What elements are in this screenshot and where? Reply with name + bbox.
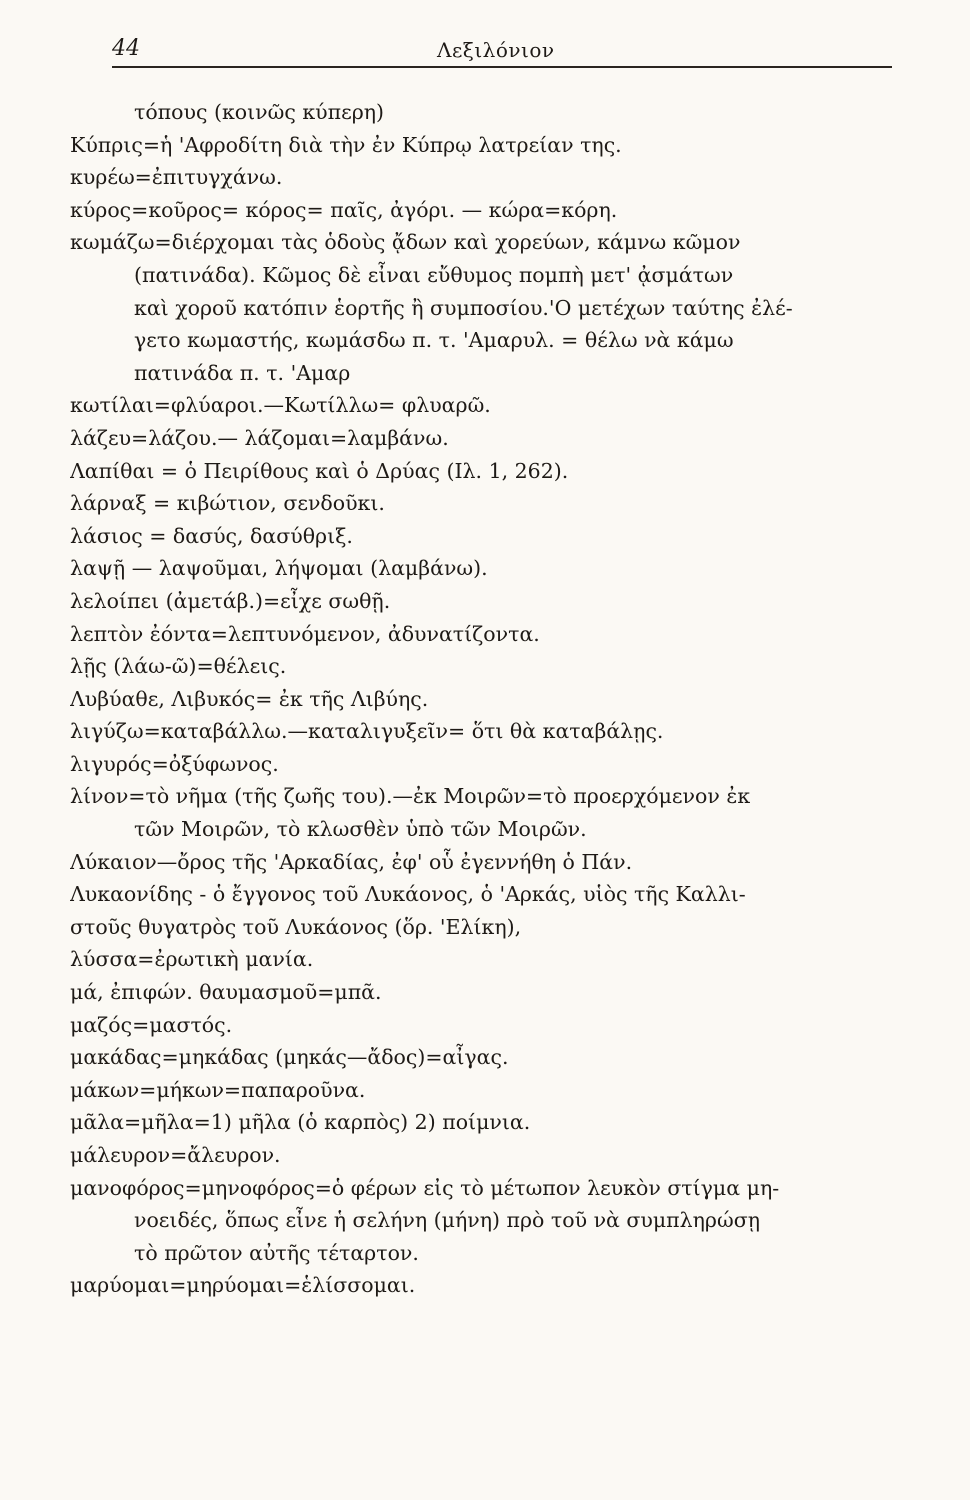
header-rule [112, 66, 892, 68]
entry-line: κυρέω=ἐπιτυγχάνω. [70, 165, 283, 190]
entry-line: καὶ χοροῦ κατόπιν ἑορτῆς ἢ συμποσίου.'Ο μετέχων ταύτης ἐλέ- [134, 295, 793, 320]
entry-line: κωμάζω=διέρχομαι τὰς ὁδοὺς ᾄδων καὶ χορεύων, κάμνω κῶμον [70, 230, 741, 255]
page-header [112, 36, 892, 70]
entry-line: λιγυρός=ὀξύφωνος. [70, 751, 279, 776]
entry-line: κύρος=κοῦρος= κόρος= παῖς, ἀγόρι. — κώρα=κόρη. [70, 197, 618, 222]
entry-line: λιγύζω=καταβάλλω.—καταλιγυξεῖν= ὅτι θὰ καταβάλῃς. [70, 719, 664, 744]
entry-line: λύσσα=ἐρωτικὴ μανία. [70, 947, 314, 972]
entry-line: λάσιος = δασύς, δασύθριξ. [70, 523, 353, 548]
entry-line: Λυβύαθε, Λιβυκός= ἐκ τῆς Λιβύης. [70, 686, 429, 711]
entry-line: τῶν Μοιρῶν, τὸ κλωσθὲν ὑπὸ τῶν Μοιρῶν. [134, 817, 587, 842]
entry-line: λεπτὸν ἐόντα=λεπτυνόμενον, ἀδυνατίζοντα. [70, 621, 540, 646]
entry-line: στοῦς θυγατρὸς τοῦ Λυκάονος (ὅρ. 'Ελίκη), [70, 914, 522, 939]
entry-line: λαψῇ — λαψοῦμαι, λήψομαι (λαμβάνω). [70, 556, 488, 581]
entry-line: (πατινάδα). Κῶμος δὲ εἶναι εὔθυμος πομπὴ μετ' ᾀσμάτων [134, 262, 734, 287]
entry-line: Λαπίθαι = ὁ Πειρίθους καὶ ὁ Δρύας (Ιλ. 1, 262). [70, 458, 569, 483]
entry-line: λάζευ=λάζου.— λάζομαι=λαμβάνω. [70, 425, 449, 450]
entry-line: μαζός=μαστός. [70, 1012, 233, 1037]
entry-line: Λυκαονίδης - ὁ ἔγγονος τοῦ Λυκάονος, ὁ 'Αρκάς, υἱὸς τῆς Καλλι- [70, 882, 746, 907]
entry-line: νοειδές, ὅπως εἶνε ἡ σελήνη (μήνη) πρὸ τοῦ νὰ συμπληρώσῃ [134, 1208, 760, 1233]
entry-line: μακάδας=μηκάδας (μηκάς—ἄδος)=αἶγας. [70, 1045, 509, 1070]
entry-line: τὸ πρῶτον αὐτῆς τέταρτον. [134, 1240, 419, 1265]
running-head: Λεξιλόνιον [437, 38, 555, 62]
entry-line: λῇς (λάω-ῶ)=θέλεις. [70, 654, 287, 679]
entry-line: πατινάδα π. τ. 'Αμαρ [134, 360, 351, 385]
entry-line: μανοφόρος=μηνοφόρος=ὁ φέρων εἰς τὸ μέτωπον λευκὸν στίγμα μη- [70, 1175, 780, 1200]
entry-line: γετο κωμαστής, κωμάσδω π. τ. 'Αμαρυλ. = θέλω νὰ κάμω [134, 328, 734, 353]
glossary-text [70, 96, 900, 1302]
entry-line: μᾶλα=μῆλα=1) μῆλα (ὁ καρπὸς) 2) ποίμνια. [70, 1110, 531, 1135]
page-number: 44 [112, 36, 140, 61]
entry-line: Λύκαιον—ὄρος τῆς 'Αρκαδίας, ἐφ' οὗ ἐγεννήθη ὁ Πάν. [70, 849, 633, 874]
entry-line: λίνον=τὸ νῆμα (τῆς ζωῆς του).—ἐκ Μοιρῶν=τὸ προερχόμενον ἐκ [70, 784, 751, 809]
entry-line: κωτίλαι=φλύαροι.—Κωτίλλω= φλυαρῶ. [70, 393, 491, 418]
entry-line: μάλευρον=ἄλευρον. [70, 1143, 281, 1167]
entry-line: μάκων=μήκων=παπαροῦνα. [70, 1077, 366, 1102]
entry-line: μαρύομαι=μηρύομαι=ἑλίσσομαι. [70, 1273, 416, 1298]
entry-line: λάρναξ = κιβώτιον, σενδοῦκι. [70, 491, 385, 516]
entry-line: μά, ἐπιφών. θαυμασμοῦ=μπᾶ. [70, 980, 382, 1005]
entry-line: λελοίπει (ἀμετάβ.)=εἶχε σωθῇ. [70, 588, 391, 613]
entry-line: τόπους (κοινῶς κύπερη) [134, 100, 385, 124]
entry-line: Κύπρις=ἡ 'Αφροδίτη διὰ τὴν ἐν Κύπρῳ λατρείαν της. [70, 132, 622, 157]
